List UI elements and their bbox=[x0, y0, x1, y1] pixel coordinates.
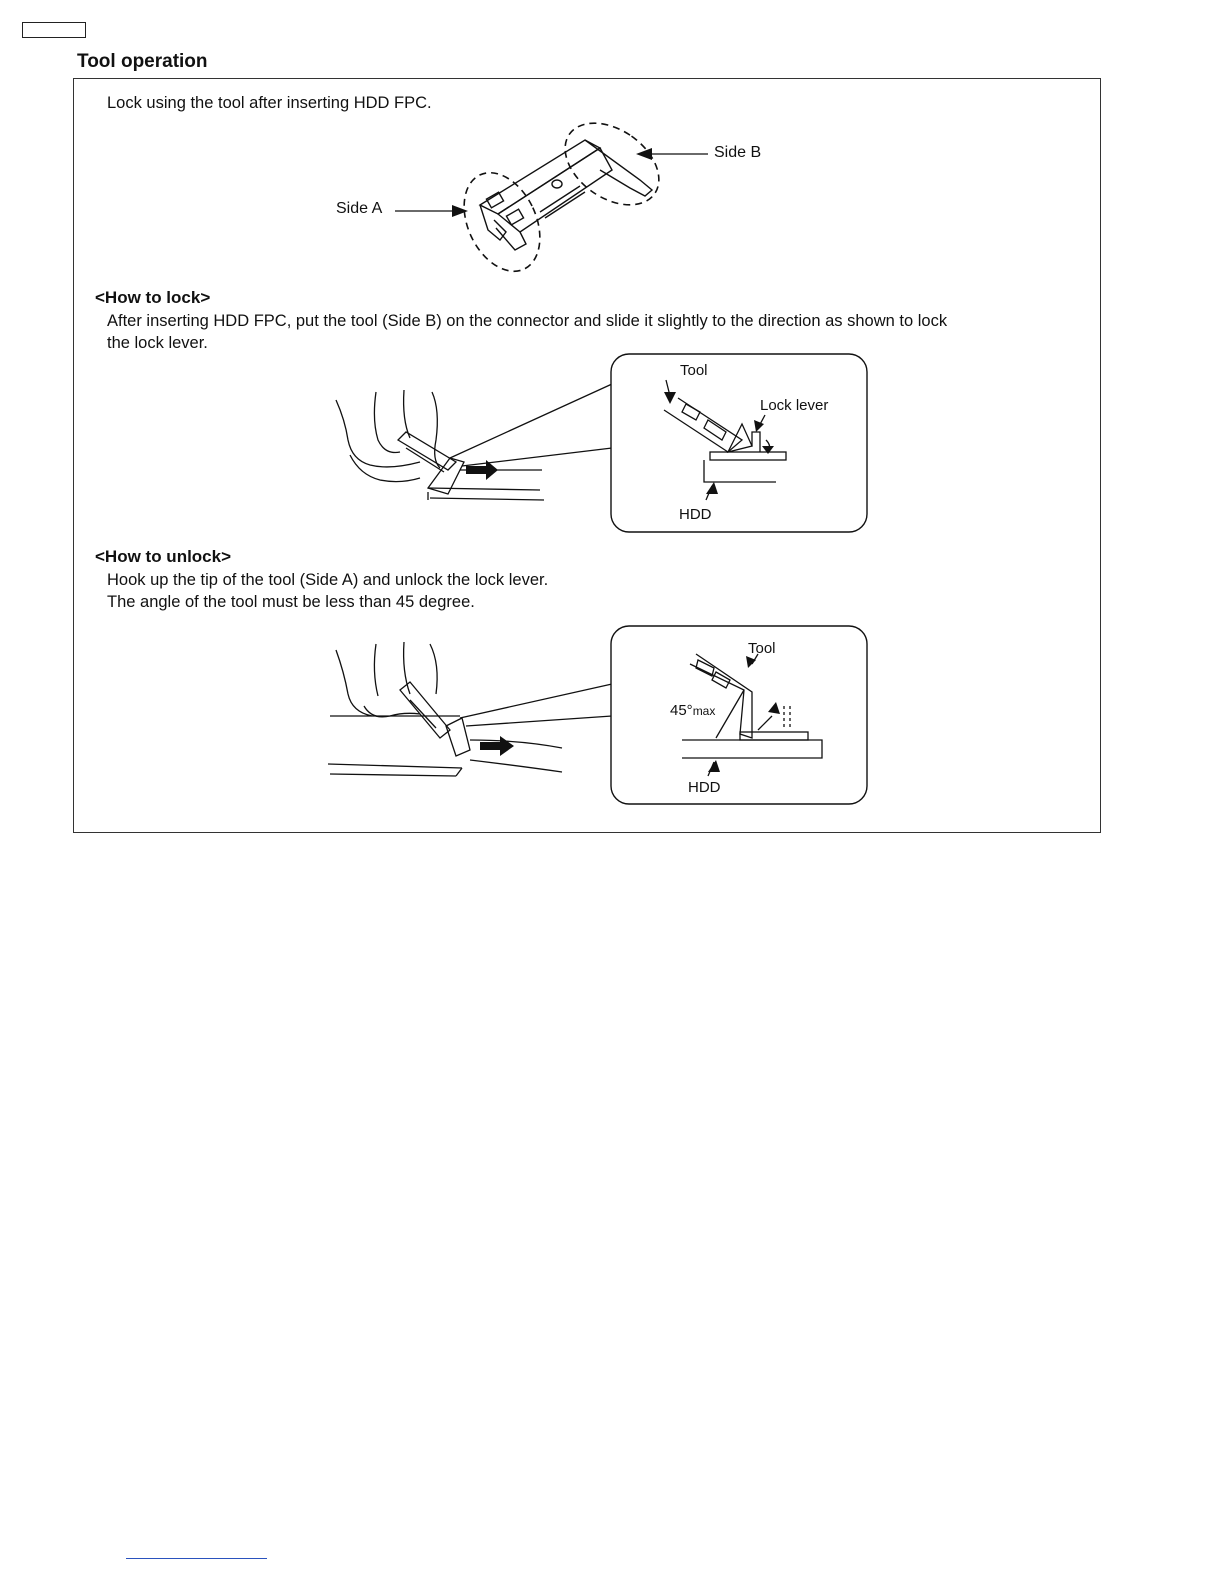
footer-link-line[interactable] bbox=[126, 1558, 267, 1559]
unlock-heading: <How to unlock> bbox=[95, 547, 232, 566]
lock-text-line1: After inserting HDD FPC, put the tool (Side B) on the connector and slide it slightly to the direction as shown to lock bbox=[107, 312, 948, 330]
angle-suffix: max bbox=[692, 704, 716, 718]
unlock-callout-box bbox=[611, 626, 867, 804]
page-title: Tool operation bbox=[77, 51, 208, 72]
unlock-text-line1: Hook up the tip of the tool (Side A) and unlock the lock lever. bbox=[107, 571, 549, 589]
side-a-label: Side A bbox=[336, 200, 383, 217]
side-b-label: Side B bbox=[714, 144, 762, 161]
lock-heading: <How to lock> bbox=[95, 288, 211, 307]
angle-value: 45° bbox=[670, 702, 693, 719]
unlock-hdd-label: HDD bbox=[688, 779, 721, 796]
lock-hdd-label: HDD bbox=[679, 506, 712, 523]
lock-lever-label: Lock lever bbox=[760, 397, 829, 414]
lock-tool-label: Tool bbox=[680, 362, 708, 379]
intro-text: Lock using the tool after inserting HDD FPC. bbox=[107, 94, 432, 112]
unlock-text-line2: The angle of the tool must be less than 45 degree. bbox=[107, 593, 475, 611]
unlock-tool-label: Tool bbox=[748, 640, 776, 657]
lock-text-line2: the lock lever. bbox=[107, 334, 208, 352]
unlock-slide-arrow-icon bbox=[480, 736, 514, 756]
angle-label bbox=[670, 702, 715, 719]
